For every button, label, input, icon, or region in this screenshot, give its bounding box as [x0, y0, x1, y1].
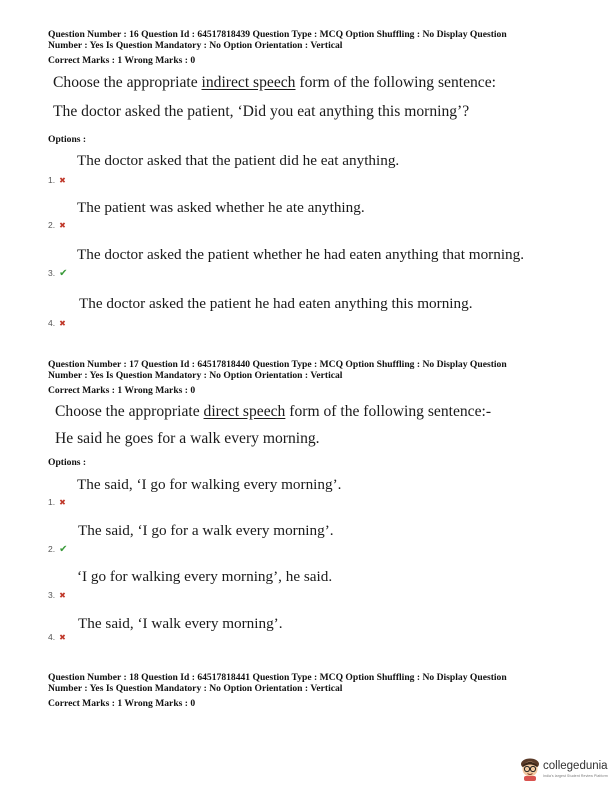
question-meta-line-2: Number : Yes Is Question Mandatory : No Option Orientation : Vertical [48, 683, 343, 694]
question-marks: Correct Marks : 1 Wrong Marks : 0 [48, 385, 196, 396]
mascot-icon [519, 757, 541, 781]
correct-check-icon: ✔ [59, 268, 68, 279]
option-4-marker [48, 627, 66, 645]
option-number: 4. [48, 318, 56, 328]
option-3-text: The doctor asked the patient whether he had eaten anything that morning. [77, 246, 525, 263]
question-sentence: He said he goes for a walk every morning. [55, 430, 320, 447]
option-2-text: The said, ‘I go for a walk every morning’. [78, 522, 334, 539]
option-1-text: The said, ‘I go for walking every morning’. [77, 476, 342, 493]
question-marks: Correct Marks : 1 Wrong Marks : 0 [48, 698, 196, 709]
incorrect-cross-icon: ✖ [59, 498, 66, 507]
option-2-marker [48, 215, 66, 233]
option-number: 3. [48, 590, 56, 600]
question-meta-line-1: Question Number : 17 Question Id : 64517818440 Question Type : MCQ Option Shuffling : No Display Question [48, 359, 507, 370]
option-4-text: The doctor asked the patient he had eaten anything this morning. [79, 295, 473, 312]
prompt-text-post: form of the following sentence: [295, 74, 496, 91]
options-label: Options : [48, 134, 87, 145]
option-number: 3. [48, 268, 56, 278]
question-prompt [53, 74, 496, 92]
incorrect-cross-icon: ✖ [59, 633, 66, 642]
option-1-marker [48, 492, 66, 510]
option-number: 1. [48, 497, 56, 507]
prompt-text-underlined: direct speech [203, 403, 286, 420]
question-marks: Correct Marks : 1 Wrong Marks : 0 [48, 55, 196, 66]
prompt-text-pre: Choose the appropriate [53, 74, 202, 91]
logo-tagline: India's largest Student Review Platform [543, 774, 608, 778]
logo-wordmark: collegedunia [543, 760, 608, 772]
question-sentence: The doctor asked the patient, ‘Did you eat anything this morning’? [53, 103, 470, 120]
incorrect-cross-icon: ✖ [59, 319, 66, 328]
option-3-marker [48, 263, 67, 281]
option-3-marker [48, 585, 66, 603]
option-4-text: The said, ‘I walk every morning’. [78, 615, 283, 632]
options-label: Options : [48, 457, 87, 468]
option-1-text: The doctor asked that the patient did he eat anything. [77, 152, 400, 169]
option-1-marker [48, 170, 66, 188]
correct-check-icon: ✔ [59, 544, 68, 555]
option-2-marker [48, 539, 67, 557]
option-number: 2. [48, 220, 56, 230]
option-number: 2. [48, 544, 56, 554]
prompt-text-post: form of the following sentence:- [285, 403, 492, 420]
option-2-text: The patient was asked whether he ate anything. [77, 199, 365, 216]
question-meta-line-1: Question Number : 18 Question Id : 64517818441 Question Type : MCQ Option Shuffling : No Display Question [48, 672, 507, 683]
incorrect-cross-icon: ✖ [59, 591, 66, 600]
question-meta-line-2: Number : Yes Is Question Mandatory : No Option Orientation : Vertical [48, 40, 343, 51]
option-number: 1. [48, 175, 56, 185]
question-prompt [55, 403, 491, 421]
question-meta-line-2: Number : Yes Is Question Mandatory : No Option Orientation : Vertical [48, 370, 343, 381]
question-meta-line-1: Question Number : 16 Question Id : 64517818439 Question Type : MCQ Option Shuffling : No Display Question [48, 29, 507, 40]
option-3-text: ‘I go for walking every morning’, he said. [77, 568, 333, 585]
prompt-text-underlined: indirect speech [201, 74, 296, 91]
option-number: 4. [48, 632, 56, 642]
incorrect-cross-icon: ✖ [59, 176, 66, 185]
incorrect-cross-icon: ✖ [59, 221, 66, 230]
option-4-marker [48, 313, 66, 331]
collegedunia-logo [519, 757, 609, 783]
prompt-text-pre: Choose the appropriate [55, 403, 204, 420]
